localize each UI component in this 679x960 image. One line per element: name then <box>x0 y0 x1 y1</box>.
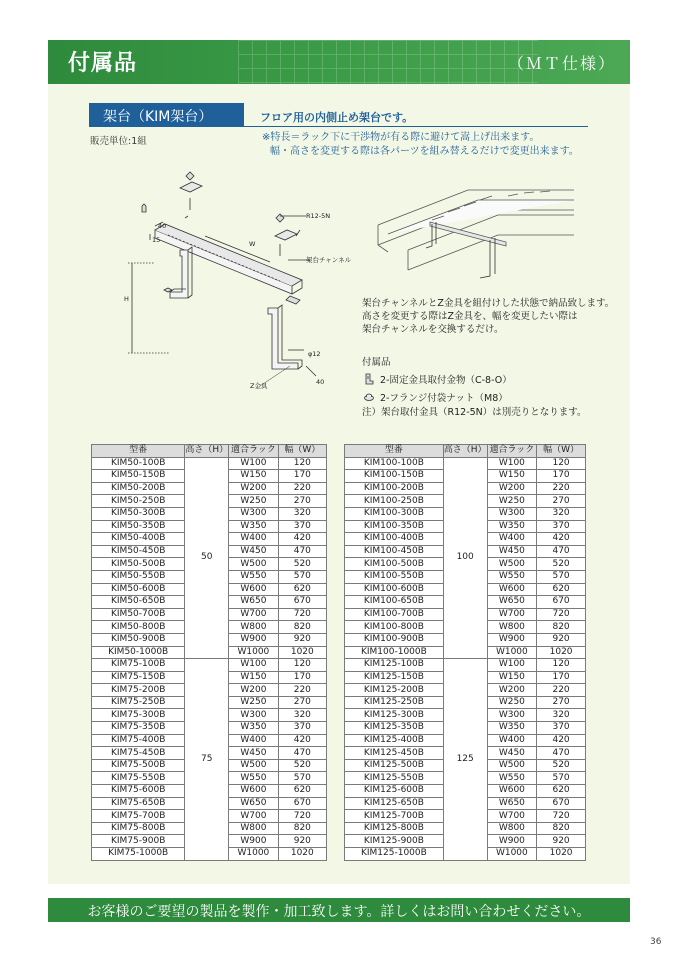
channel-label: 架台チャンネル <box>306 256 352 264</box>
width-cell: 120 <box>278 457 326 470</box>
model-cell: KIM75-300B <box>92 709 185 722</box>
model-cell: KIM50-700B <box>92 608 185 621</box>
rack-cell: W500 <box>487 558 537 571</box>
width-cell: 620 <box>537 583 586 596</box>
footer-banner: お客様のご要望の製品を製作・加工致します。詳しくはお問い合わせください。 <box>48 898 630 922</box>
width-cell: 420 <box>278 533 326 546</box>
feature-note: ※特長＝ラック下に干渉物が有る際に避けて嵩上げ出来ます。 <box>262 132 540 143</box>
rack-cell: W150 <box>229 470 278 483</box>
model-cell: KIM75-100B <box>92 659 185 672</box>
width-cell: 370 <box>278 520 326 533</box>
width-cell: 820 <box>278 621 326 634</box>
model-cell: KIM75-650B <box>92 797 185 810</box>
width-cell: 1020 <box>278 848 326 861</box>
width-cell: 520 <box>537 558 586 571</box>
rack-cell: W700 <box>487 608 537 621</box>
header-bar <box>48 40 630 84</box>
col-header-height: 高さ（H） <box>443 445 487 456</box>
width-cell: 570 <box>278 772 326 785</box>
width-cell: 370 <box>537 520 586 533</box>
width-cell: 420 <box>278 734 326 747</box>
section-headline: フロア用の内側止め架台です。 <box>260 111 414 124</box>
width-cell: 670 <box>537 797 586 810</box>
rack-cell: W400 <box>487 533 537 546</box>
dim-w-label: W <box>249 240 256 248</box>
model-cell: KIM100-150B <box>345 470 444 483</box>
rack-cell: W100 <box>229 457 278 470</box>
width-cell: 1020 <box>537 848 586 861</box>
model-cell: KIM100-450B <box>345 545 444 558</box>
header-grid-pattern <box>238 40 538 84</box>
col-header-model: 型番 <box>345 445 444 458</box>
fitting-icon <box>364 373 374 385</box>
col-header-model: 型番 <box>92 445 185 458</box>
width-cell: 720 <box>278 810 326 823</box>
rack-cell: W550 <box>487 570 537 583</box>
description-line: 高さを変更する際はZ金具を、幅を変更したい際は <box>362 311 578 322</box>
model-cell: KIM50-250B <box>92 495 185 508</box>
installation-drawing <box>368 160 584 290</box>
rack-cell: W200 <box>487 684 537 697</box>
model-cell: KIM75-500B <box>92 759 185 772</box>
rack-cell: W300 <box>229 709 278 722</box>
model-cell: KIM50-200B <box>92 482 185 495</box>
table-header-row <box>345 445 586 458</box>
width-cell: 170 <box>278 470 326 483</box>
rack-cell: W600 <box>229 785 278 798</box>
width-cell: 920 <box>278 633 326 646</box>
model-cell: KIM50-150B <box>92 470 185 483</box>
rack-cell: W100 <box>487 457 537 470</box>
rack-cell: W900 <box>229 633 278 646</box>
rack-cell: W300 <box>487 709 537 722</box>
width-cell: 370 <box>278 722 326 735</box>
width-cell: 570 <box>537 772 586 785</box>
section-divider <box>244 126 588 127</box>
description-line: 架台チャンネルとZ金具を組付けした状態で納品致します。 <box>362 298 615 309</box>
width-cell: 370 <box>537 722 586 735</box>
width-cell: 820 <box>537 621 586 634</box>
col-header-rack: 適合ラック <box>487 445 537 458</box>
model-cell: KIM100-100B <box>345 457 444 470</box>
model-cell: KIM125-150B <box>345 671 444 684</box>
rack-cell: W150 <box>487 671 537 684</box>
table-row <box>92 457 327 470</box>
model-cell: KIM75-800B <box>92 822 185 835</box>
rack-cell: W650 <box>487 797 537 810</box>
phi12-label: φ12 <box>308 350 321 358</box>
rack-cell: W300 <box>229 507 278 520</box>
section-label: 架台（KIM架台） <box>89 103 244 127</box>
width-cell: 320 <box>278 507 326 520</box>
accessory-item-1: 2-固定金具取付金物（C-8-O） <box>380 375 512 386</box>
width-cell: 720 <box>537 608 586 621</box>
rack-cell: W350 <box>229 722 278 735</box>
width-cell: 470 <box>537 747 586 760</box>
spec-label: （ＭＴ仕様） <box>507 54 616 73</box>
width-cell: 620 <box>537 785 586 798</box>
model-cell: KIM125-300B <box>345 709 444 722</box>
rack-cell: W150 <box>487 470 537 483</box>
width-cell: 570 <box>278 570 326 583</box>
accessories-title: 付属品 <box>362 357 391 368</box>
sales-unit: 販売単位:1組 <box>90 136 147 147</box>
height-cell: 125 <box>443 659 487 861</box>
model-cell: KIM50-800B <box>92 621 185 634</box>
model-cell: KIM50-500B <box>92 558 185 571</box>
rack-cell: W250 <box>229 696 278 709</box>
accessory-item-2: 2-フランジ付袋ナット（M8） <box>380 393 508 404</box>
width-cell: 220 <box>278 684 326 697</box>
rack-cell: W400 <box>229 533 278 546</box>
model-cell: KIM75-400B <box>92 734 185 747</box>
table-row <box>345 659 586 672</box>
model-cell: KIM50-100B <box>92 457 185 470</box>
width-cell: 120 <box>278 659 326 672</box>
width-cell: 270 <box>537 696 586 709</box>
width-cell: 620 <box>278 583 326 596</box>
rack-cell: W200 <box>229 684 278 697</box>
rack-cell: W500 <box>229 759 278 772</box>
model-cell: KIM100-1000B <box>345 646 444 659</box>
model-cell: KIM125-600B <box>345 785 444 798</box>
model-cell: KIM75-700B <box>92 810 185 823</box>
width-cell: 670 <box>278 596 326 609</box>
model-cell: KIM100-800B <box>345 621 444 634</box>
r12-label: R12-5N <box>306 212 331 220</box>
rack-cell: W1000 <box>487 848 537 861</box>
width-cell: 470 <box>278 747 326 760</box>
table-row <box>92 659 327 672</box>
model-cell: KIM75-900B <box>92 835 185 848</box>
rack-cell: W450 <box>487 747 537 760</box>
model-cell: KIM100-250B <box>345 495 444 508</box>
rack-cell: W450 <box>487 545 537 558</box>
rack-cell: W1000 <box>229 848 278 861</box>
width-cell: 420 <box>537 533 586 546</box>
rack-cell: W800 <box>229 621 278 634</box>
width-cell: 270 <box>278 696 326 709</box>
model-cell: KIM125-350B <box>345 722 444 735</box>
width-cell: 320 <box>278 709 326 722</box>
rack-cell: W400 <box>229 734 278 747</box>
rack-cell: W350 <box>229 520 278 533</box>
model-cell: KIM125-900B <box>345 835 444 848</box>
bracket-dimension-drawing <box>110 158 360 398</box>
model-cell: KIM125-200B <box>345 684 444 697</box>
width-cell: 720 <box>537 810 586 823</box>
spec-table-right <box>344 444 586 861</box>
model-cell: KIM100-350B <box>345 520 444 533</box>
rack-cell: W450 <box>229 545 278 558</box>
rack-cell: W200 <box>229 482 278 495</box>
model-cell: KIM100-300B <box>345 507 444 520</box>
description-text <box>362 297 614 336</box>
rack-cell: W1000 <box>229 646 278 659</box>
model-cell: KIM50-400B <box>92 533 185 546</box>
rack-cell: W700 <box>229 810 278 823</box>
model-cell: KIM50-1000B <box>92 646 185 659</box>
width-cell: 670 <box>278 797 326 810</box>
rack-cell: W100 <box>487 659 537 672</box>
model-cell: KIM100-600B <box>345 583 444 596</box>
model-cell: KIM125-550B <box>345 772 444 785</box>
model-cell: KIM100-500B <box>345 558 444 571</box>
rack-cell: W150 <box>229 671 278 684</box>
width-cell: 520 <box>537 759 586 772</box>
rack-cell: W550 <box>229 570 278 583</box>
width-cell: 520 <box>278 558 326 571</box>
rack-cell: W900 <box>229 835 278 848</box>
rack-cell: W350 <box>487 520 537 533</box>
rack-cell: W250 <box>487 495 537 508</box>
model-cell: KIM125-250B <box>345 696 444 709</box>
width-cell: 720 <box>278 608 326 621</box>
z-bracket-label: Z金具 <box>250 382 268 390</box>
width-cell: 320 <box>537 507 586 520</box>
description-line: 架台チャンネルを交換するだけ。 <box>362 324 504 335</box>
model-cell: KIM75-600B <box>92 785 185 798</box>
model-cell: KIM50-350B <box>92 520 185 533</box>
width-cell: 820 <box>537 822 586 835</box>
model-cell: KIM125-1000B <box>345 848 444 861</box>
rack-cell: W550 <box>229 772 278 785</box>
accessory-note: 注）架台取付金具（R12-5N）は別売りとなります。 <box>362 407 587 418</box>
model-cell: KIM50-450B <box>92 545 185 558</box>
width-cell: 470 <box>278 545 326 558</box>
rack-cell: W650 <box>487 596 537 609</box>
rack-cell: W700 <box>229 608 278 621</box>
model-cell: KIM75-150B <box>92 671 185 684</box>
rack-cell: W600 <box>229 583 278 596</box>
rack-cell: W650 <box>229 797 278 810</box>
model-cell: KIM75-1000B <box>92 848 185 861</box>
rack-cell: W600 <box>487 583 537 596</box>
width-cell: 1020 <box>537 646 586 659</box>
dim-15-label: 15 <box>152 236 161 244</box>
width-cell: 270 <box>278 495 326 508</box>
model-cell: KIM50-550B <box>92 570 185 583</box>
width-cell: 920 <box>278 835 326 848</box>
model-cell: KIM100-900B <box>345 633 444 646</box>
rack-cell: W100 <box>229 659 278 672</box>
model-cell: KIM100-400B <box>345 533 444 546</box>
model-cell: KIM50-650B <box>92 596 185 609</box>
model-cell: KIM75-450B <box>92 747 185 760</box>
width-cell: 120 <box>537 659 586 672</box>
rack-cell: W250 <box>487 696 537 709</box>
model-cell: KIM75-350B <box>92 722 185 735</box>
model-cell: KIM75-550B <box>92 772 185 785</box>
rack-cell: W1000 <box>487 646 537 659</box>
model-cell: KIM125-100B <box>345 659 444 672</box>
width-cell: 920 <box>537 835 586 848</box>
model-cell: KIM100-650B <box>345 596 444 609</box>
width-cell: 920 <box>537 633 586 646</box>
width-cell: 220 <box>278 482 326 495</box>
rack-cell: W800 <box>229 822 278 835</box>
rack-cell: W600 <box>487 785 537 798</box>
width-cell: 120 <box>537 457 586 470</box>
rack-cell: W700 <box>487 810 537 823</box>
accessory-item-fitting <box>364 372 512 386</box>
height-cell: 50 <box>185 457 229 659</box>
rack-cell: W900 <box>487 633 537 646</box>
rack-cell: W250 <box>229 495 278 508</box>
dim-40b-label: 40 <box>316 378 325 386</box>
table-row <box>345 457 586 470</box>
rack-cell: W800 <box>487 621 537 634</box>
page-title: 付属品 <box>68 51 138 76</box>
model-cell: KIM100-550B <box>345 570 444 583</box>
model-cell: KIM100-200B <box>345 482 444 495</box>
width-cell: 520 <box>278 759 326 772</box>
model-cell: KIM125-700B <box>345 810 444 823</box>
table-header-row <box>92 445 327 458</box>
rack-cell: W450 <box>229 747 278 760</box>
width-cell: 820 <box>278 822 326 835</box>
col-header-height: 高さ（H） <box>185 445 229 456</box>
width-cell: 620 <box>278 785 326 798</box>
width-cell: 470 <box>537 545 586 558</box>
col-header-rack: 適合ラック <box>229 445 278 458</box>
dim-40-label: 40 <box>158 222 167 230</box>
model-cell: KIM75-250B <box>92 696 185 709</box>
model-cell: KIM125-400B <box>345 734 444 747</box>
nut-icon <box>364 393 374 401</box>
rack-cell: W650 <box>229 596 278 609</box>
model-cell: KIM125-500B <box>345 759 444 772</box>
width-cell: 570 <box>537 570 586 583</box>
model-cell: KIM50-600B <box>92 583 185 596</box>
height-cell: 75 <box>185 659 229 861</box>
rack-cell: W300 <box>487 507 537 520</box>
width-cell: 320 <box>537 709 586 722</box>
spec-table-left <box>91 444 327 861</box>
rack-cell: W550 <box>487 772 537 785</box>
width-cell: 1020 <box>278 646 326 659</box>
rack-cell: W400 <box>487 734 537 747</box>
rack-cell: W200 <box>487 482 537 495</box>
model-cell: KIM125-800B <box>345 822 444 835</box>
width-cell: 170 <box>537 671 586 684</box>
model-cell: KIM75-200B <box>92 684 185 697</box>
model-cell: KIM125-450B <box>345 747 444 760</box>
width-cell: 220 <box>537 482 586 495</box>
rack-cell: W900 <box>487 835 537 848</box>
dim-h-label: H <box>124 295 129 303</box>
rack-cell: W350 <box>487 722 537 735</box>
model-cell: KIM50-300B <box>92 507 185 520</box>
model-cell: KIM125-650B <box>345 797 444 810</box>
model-cell: KIM100-700B <box>345 608 444 621</box>
model-cell: KIM50-900B <box>92 633 185 646</box>
accessory-item-nut <box>364 390 508 404</box>
page-number: 36 <box>650 937 662 947</box>
rack-cell: W500 <box>229 558 278 571</box>
width-cell: 270 <box>537 495 586 508</box>
width-cell: 420 <box>537 734 586 747</box>
width-cell: 670 <box>537 596 586 609</box>
width-cell: 170 <box>537 470 586 483</box>
height-cell: 100 <box>443 457 487 659</box>
feature-note-2: 幅・高さを変更する際は各パーツを組み替えるだけで変更出来ます。 <box>270 146 579 157</box>
rack-cell: W500 <box>487 759 537 772</box>
col-header-width: 幅（W） <box>537 445 586 458</box>
rack-cell: W800 <box>487 822 537 835</box>
col-header-width: 幅（W） <box>278 445 326 458</box>
width-cell: 170 <box>278 671 326 684</box>
width-cell: 220 <box>537 684 586 697</box>
